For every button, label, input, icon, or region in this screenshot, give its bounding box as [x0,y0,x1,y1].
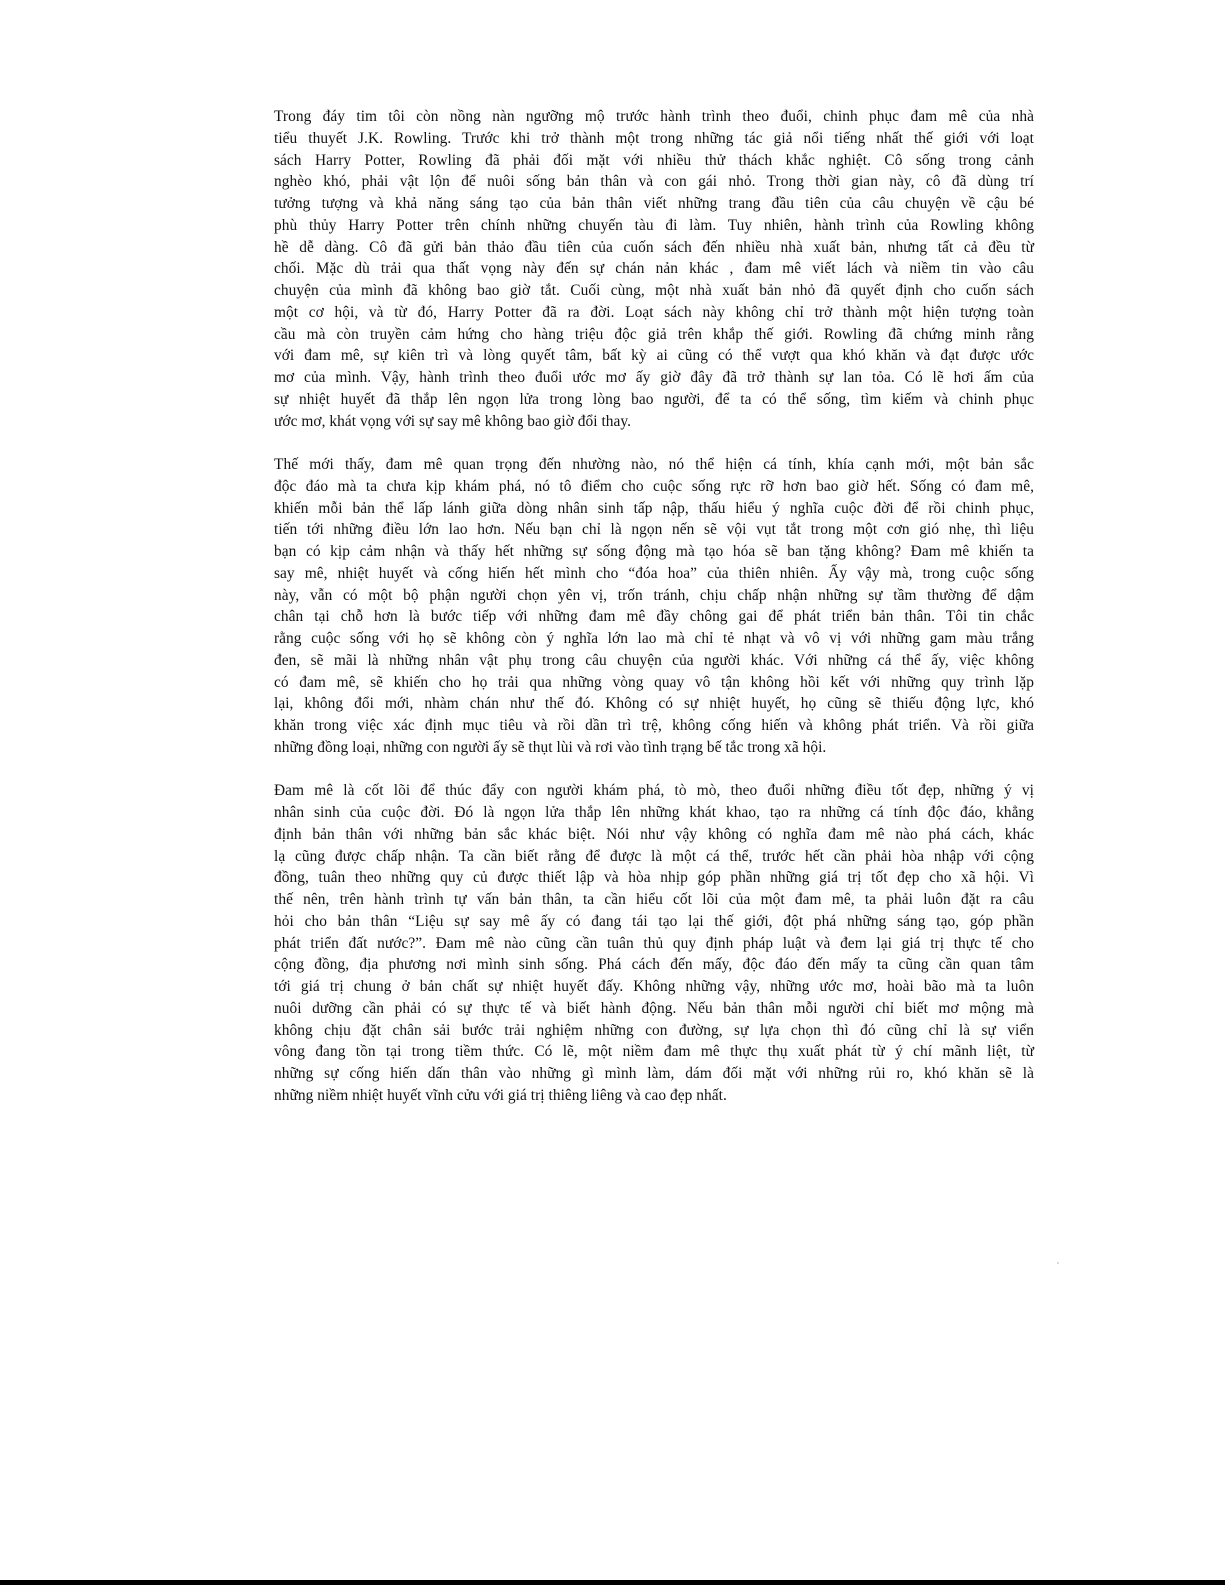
text-line: khiến mỗi bản thể lấp lánh giữa dòng nhân sinh tấp nập, thấu hiểu ý nghĩa cuộc đời để rồi chinh phục, [274,499,1034,517]
page-bottom-edge [0,1580,1225,1585]
text-line: một cơ hội, và từ đó, Harry Potter đã ra đời. Loạt sách này không chỉ trở thành một hiện tượng toàn [274,303,1034,321]
paragraph-3 [274,780,1034,1106]
text-line: Trong đáy tim tôi còn nồng nàn ngưỡng mộ trước hành trình theo đuổi, chinh phục đam mê của nhà [274,108,1034,125]
text-line: vông đang tồn tại trong tiềm thức. Có lẽ, một niềm đam mê thực thụ xuất phát từ ý chí mãnh liệt, từ [274,1043,1034,1061]
text-line: tiểu thuyết J.K. Rowling. Trước khi trở thành một trong những tác giả nổi tiếng nhất thế giới với loạt [274,129,1034,147]
scan-speck [1057,1262,1059,1264]
text-line: mơ của mình. Vậy, hành trình theo đuổi ước mơ ấy giờ đây đã trở thành sự lan tỏa. Có lẽ hơi ấm của [274,369,1034,386]
text-line: nghèo khó, phải vật lộn để nuôi sống bản thân và con gái nhỏ. Trong thời gian này, cô đã dùng trí [274,173,1034,191]
text-line: tưởng tượng và khả năng sáng tạo của bản thân viết những trang đầu tiên của câu chuyện về cậu bé [274,195,1034,212]
text-line: này, vẫn có một bộ phận người chọn yên vị, trốn tránh, chịu chấp nhận những sự tầm thường để dậm [274,586,1034,604]
text-line: đen, sẽ mãi là những nhân vật phụ trong câu chuyện của người khác. Với những cá thể ấy, việc không [274,651,1034,669]
text-line: tiến tới những điều lớn lao hơn. Nếu bạn chỉ là ngọn nến sẽ vội vụt tắt trong một cơn gió nhẹ, thì liệu [274,521,1034,539]
text-line: có đam mê, sẽ khiến cho họ trải qua những vòng quay vô tận không hồi kết với những quy trình lặp [274,673,1034,691]
text-line: chối. Mặc dù trải qua thất vọng này đến sự chán nản khác , đam mê viết lách và niềm tin vào câu [274,260,1034,278]
text-line: khăn trong việc xác định mục tiêu và rồi dần trì trệ, không cống hiến và không phát triển. Và rồi giữa [274,717,1034,734]
text-line: Đam mê là cốt lõi để thúc đẩy con người khám phá, tò mò, theo đuổi những điều tốt đẹp, những ý vị [274,782,1034,800]
text-line: độc đáo mà ta chưa kịp khám phá, nó tô điểm cho cuộc sống rực rỡ hơn bao giờ hết. Sống có đam mê, [274,477,1034,495]
text-line: đồng, tuân theo những quy củ được thiết lập và hòa nhịp góp phần những giá trị tốt đẹp cho xã hội. Vì [274,869,1034,887]
essay-body [274,106,1034,1128]
text-line: cầu mà còn truyền cảm hứng cho hàng triệu độc giả trên khắp thế giới. Rowling đã chứng minh rằng [274,325,1034,343]
text-line: những đồng loại, những con người ấy sẽ thụt lùi và rơi vào tình trạng bế tắc trong xã hội. [274,738,827,756]
text-line: không chịu đặt chân sải bước trải nghiệm những con đường, sự lựa chọn thì đó cũng chỉ là sự viển [274,1021,1034,1039]
text-line: định bản thân với những bản sắc khác biệt. Nói như vậy không có nghĩa đam mê nào phá cách, khác [274,825,1034,843]
text-line: với đam mê, sự kiên trì và lòng quyết tâm, bất kỳ ai cũng có thể vượt qua khó khăn và đạt được ước [274,347,1034,365]
text-line: những niềm nhiệt huyết vĩnh cửu với giá trị thiêng liêng và cao đẹp nhất. [274,1086,727,1104]
paragraph-1 [274,106,1034,432]
text-line: phát triển đất nước?”. Đam mê nào cũng cần tuân thủ quy định pháp luật và đem lại giá trị thực tế cho [274,934,1034,952]
text-line: lạ cũng được chấp nhận. Ta cần biết rằng để được là một cá thể, trước hết cần phải hòa nhập với cộng [274,847,1034,865]
text-line: say mê, nhiệt huyết và cống hiến hết mình cho “đóa hoa” của thiên nhiên. Ấy vậy mà, trong cuộc sống [274,564,1034,582]
text-line: chuyện của mình đã không bao giờ tắt. Cuối cùng, một nhà xuất bản nhỏ đã quyết định cho cuốn sách [274,282,1034,299]
text-line: hề dễ dàng. Cô đã gửi bản thảo đầu tiên của cuốn sách đến nhiều nhà xuất bản, nhưng tất cả đều từ [274,238,1034,256]
text-line: bạn có kịp cảm nhận và thấy hết những sự sống động mà tạo hóa sẽ ban tặng không? Đam mê khiến ta [274,543,1034,560]
text-line: lại, không đổi mới, nhàm chán như thế đó. Không có sự nhiệt huyết, họ cũng sẽ thiếu động lực, khó [274,695,1034,713]
text-line: thế nên, trên hành trình tự vấn bản thân, ta cần hiểu cốt lõi của một đam mê, ta phải luôn đặt ra câu [274,891,1034,908]
text-line: hỏi cho bản thân “Liệu sự say mê ấy có đang tái tạo lại thế giới, đột phá những sáng tạo, góp phần [274,912,1034,930]
text-line: nhân sinh của cuộc đời. Đó là ngọn lửa thắp lên những khát khao, tạo ra những cá tính độc đáo, khẳng [274,804,1034,821]
text-line: Thế mới thấy, đam mê quan trọng đến nhường nào, nó thể hiện cá tính, khía cạnh mới, một bản sắc [274,456,1034,473]
paragraph-2 [274,454,1034,759]
text-line: tới giá trị chung ở bản chất sự nhiệt huyết đấy. Không những vậy, những ước mơ, hoài bão mà ta luôn [274,978,1034,995]
text-line: những sự cống hiến dấn thân vào những gì mình làm, dám đối mặt với những rủi ro, khó khăn sẽ là [274,1065,1034,1082]
text-line: cộng đồng, địa phương nơi mình sinh sống. Phá cách đến mấy, độc đáo đến mấy ta cũng cần quan tâm [274,956,1034,974]
text-line: chân tại chỗ hơn là bước tiếp với những đam mê đầy chông gai để phát triển bản thân. Tôi tin chắc [274,608,1034,626]
text-line: nuôi dưỡng cần phải có sự thực tế và biết hành động. Nếu bản thân mỗi người chỉ biết mơ mộng mà [274,999,1034,1017]
text-line: rằng cuộc sống với họ sẽ không còn ý nghĩa lớn lao mà chỉ tẻ nhạt và vô vị với những gam màu trắng [274,630,1034,647]
text-line: sách Harry Potter, Rowling đã phải đối mặt với nhiều thử thách khắc nghiệt. Cô sống trong cảnh [274,151,1034,169]
text-line: sự nhiệt huyết đã thắp lên ngọn lửa trong lòng bao người, để ta có thể sống, tìm kiếm và chinh phục [274,390,1034,408]
text-line: phù thủy Harry Potter trên chính những chuyến tàu đi làm. Tuy nhiên, hành trình của Rowling không [274,216,1034,234]
text-line: ước mơ, khát vọng với sự say mê không bao giờ đổi thay. [274,412,632,430]
